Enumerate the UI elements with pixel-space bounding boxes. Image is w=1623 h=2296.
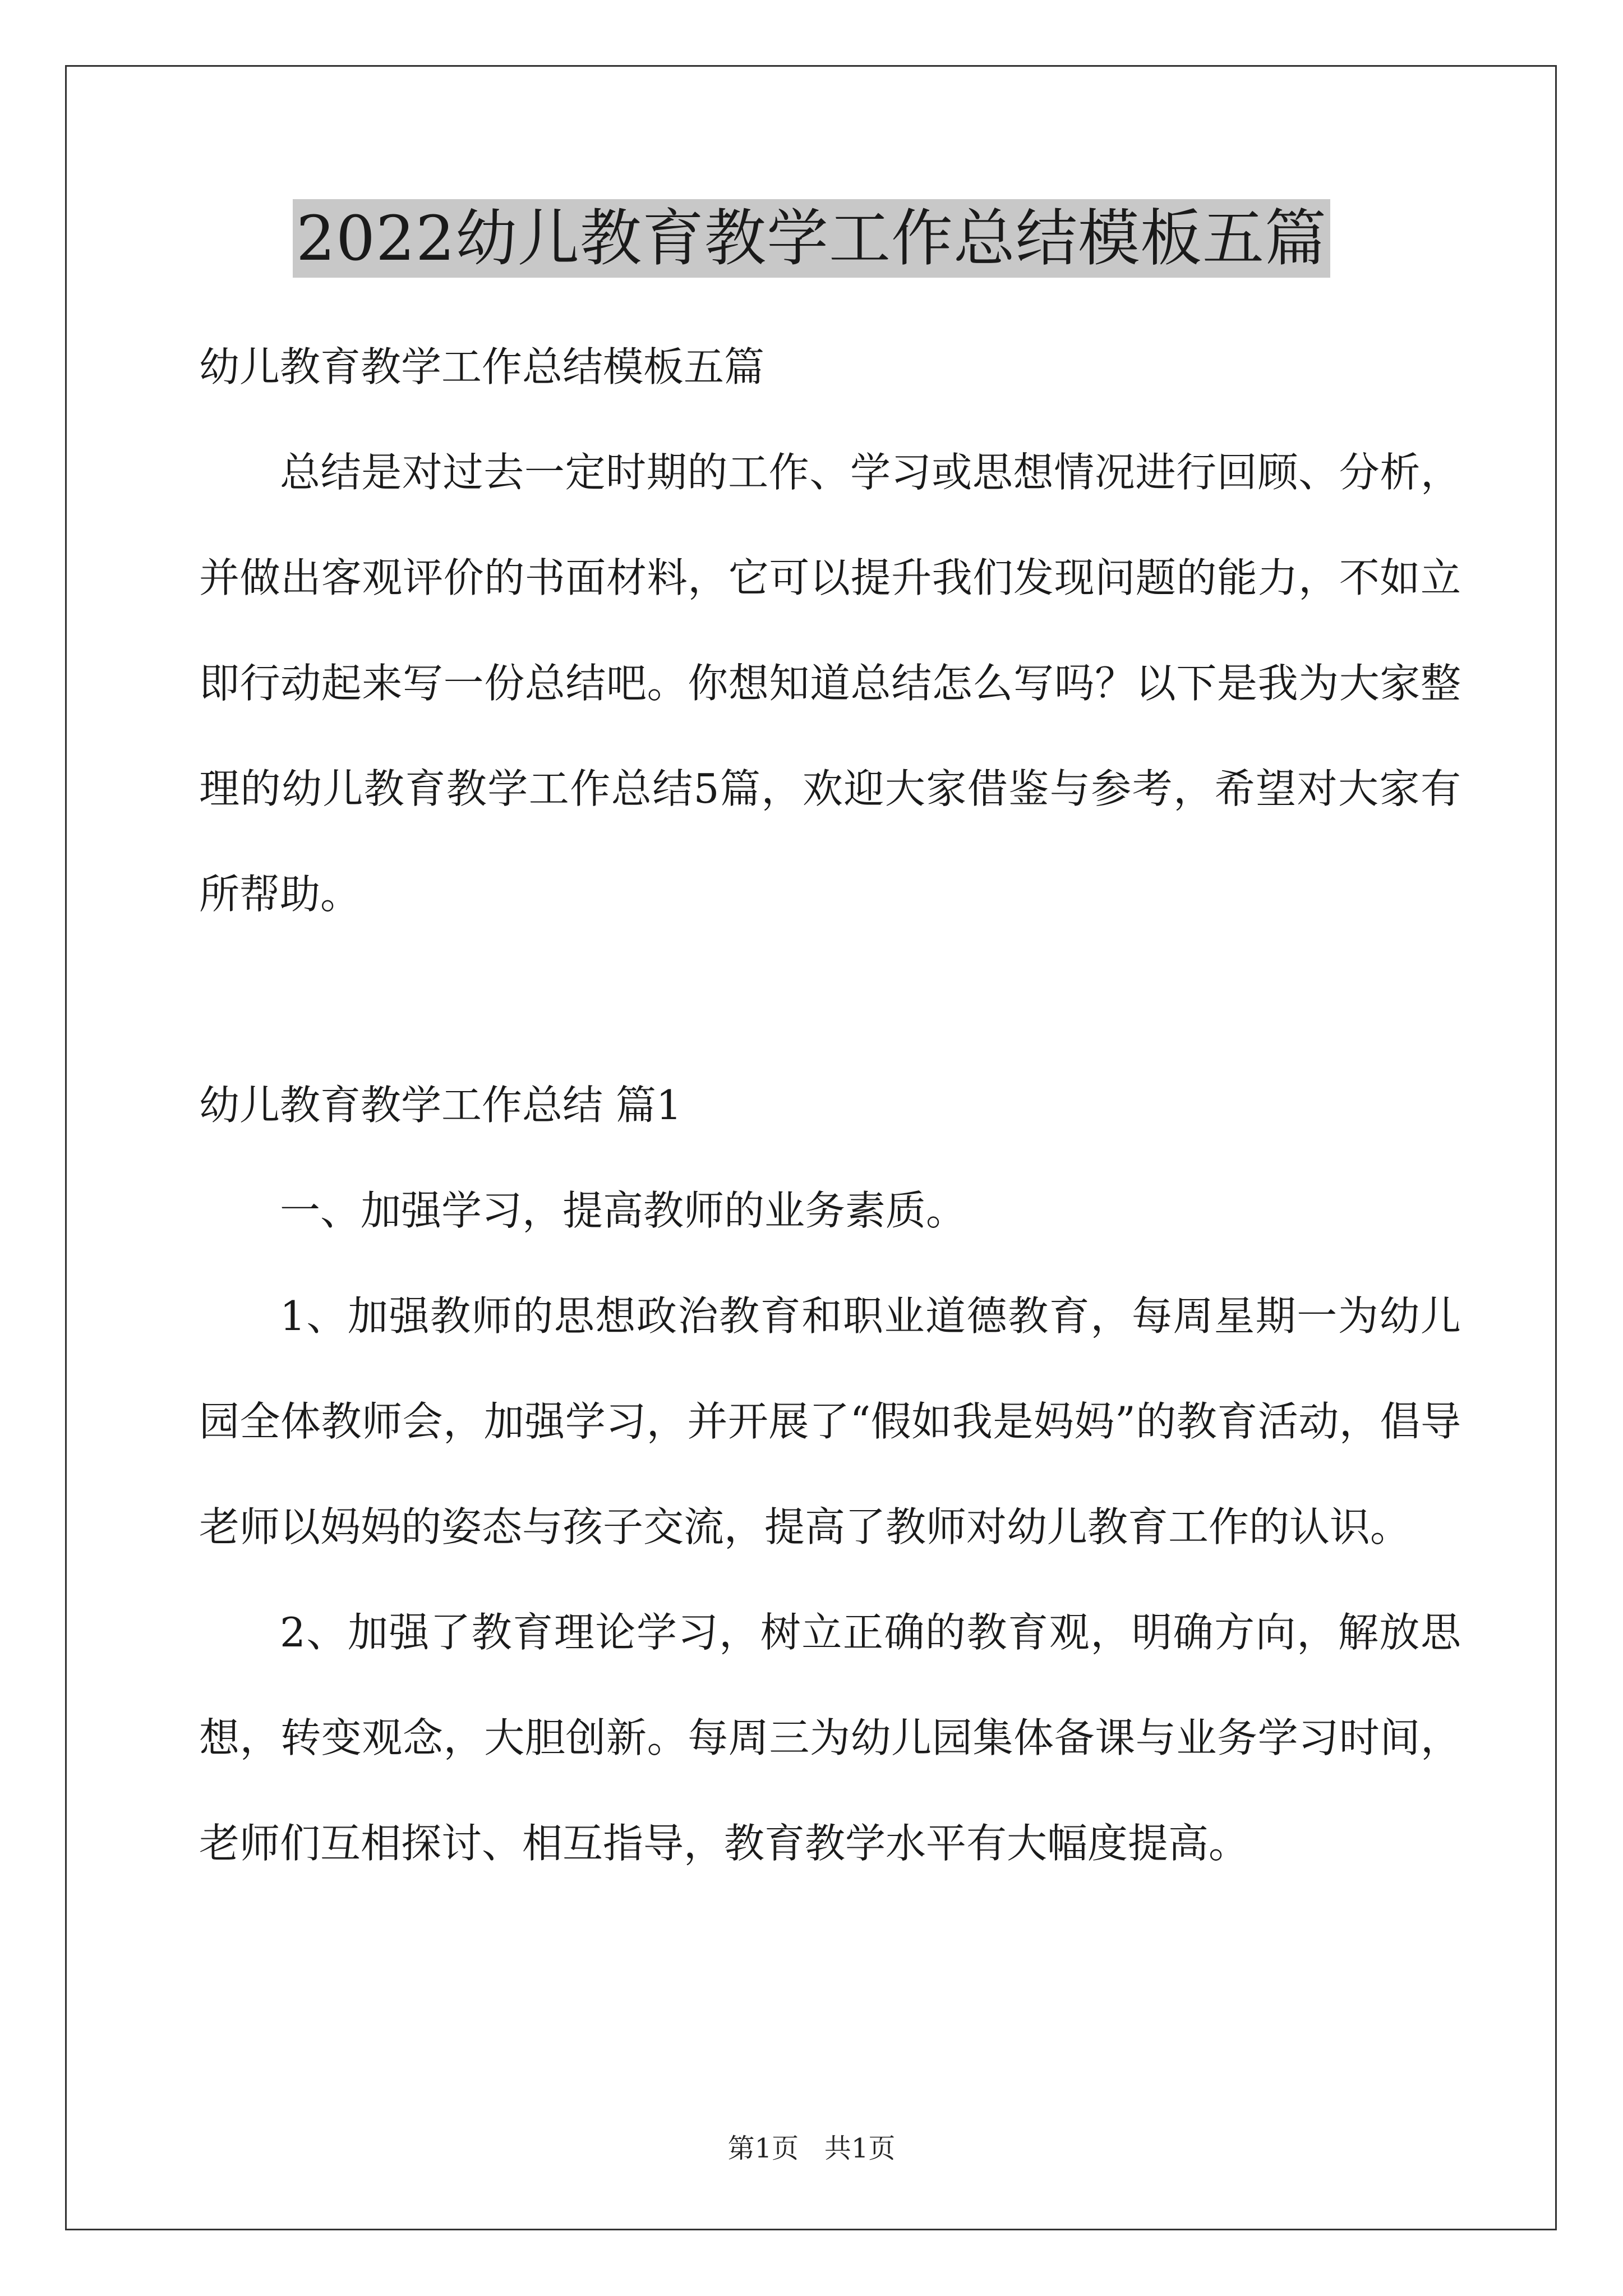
page-footer: 第1页 共1页 — [727, 2133, 896, 2164]
title-container — [0, 199, 1623, 278]
body-paragraph: 一、加强学习，提高教师的业务素质。 — [280, 1187, 967, 1234]
document-body — [199, 314, 1461, 1896]
section-heading: 幼儿教育教学工作总结 篇1 — [199, 1082, 682, 1129]
document-title: 2022幼儿教育教学工作总结模板五篇 — [293, 199, 1330, 278]
body-paragraph: 2、加强了教育理论学习，树立正确的教育观，明确方向，解放思想，转变观念，大胆创新。每周三为幼儿园集体备课与业务学习时间，老师们互相探讨、相互指导，教育教学水平有大幅度提高。 — [199, 1609, 1461, 1867]
body-paragraph: 1、加强教师的思想政治教育和职业道德教育，每周星期一为幼儿园全体教师会，加强学习，并开展了“假如我是妈妈”的教育活动，倡导老师以妈妈的姿态与孩子交流，提高了教师对幼儿教育工作的认识。 — [199, 1292, 1461, 1550]
subtitle-heading: 幼儿教育教学工作总结模板五篇 — [199, 343, 765, 390]
intro-paragraph: 总结是对过去一定时期的工作、学习或思想情况进行回顾、分析，并做出客观评价的书面材料，它可以提升我们发现问题的能力，不如立即行动起来写一份总结吧。你想知道总结怎么写吗？以下是我为大家整理的幼儿教育教学工作总结5篇，欢迎大家借鉴与参考，希望对大家有所帮助。 — [199, 449, 1461, 918]
